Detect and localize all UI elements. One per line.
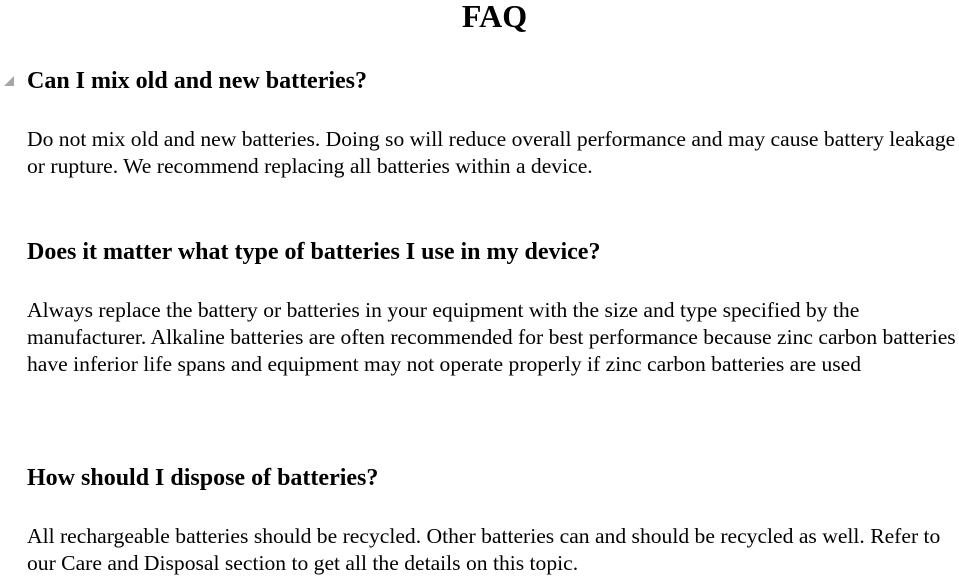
page-title: FAQ xyxy=(461,0,528,34)
collapse-triangle-icon-svg xyxy=(3,75,15,87)
faq-question-2: Does it matter what type of batteries I use in my device? xyxy=(27,239,601,265)
faq-answer-1: Do not mix old and new batteries. Doing so will reduce overall performance and may cause battery leakage or rupture. We recommend replacing all batteries within a device. xyxy=(27,127,956,178)
collapse-triangle-shape xyxy=(4,76,14,86)
faq-question-3: How should I dispose of batteries? xyxy=(27,465,379,491)
faq-answer-3: All rechargeable batteries should be recycled. Other batteries can and should be recycled as well. Refer to our Care and Disposal section to get all the details on this topic. xyxy=(27,524,941,575)
collapse-triangle-icon[interactable] xyxy=(3,74,15,86)
faq-answer-2: Always replace the battery or batteries in your equipment with the size and type specified by the manufacturer. Alkaline batteries are often recommended for best performance because zinc carbon batteries have inferior life spans and equipment may not operate properly if zinc carbon batteries are used xyxy=(27,298,956,376)
faq-question-1: Can I mix old and new batteries? xyxy=(27,68,368,94)
